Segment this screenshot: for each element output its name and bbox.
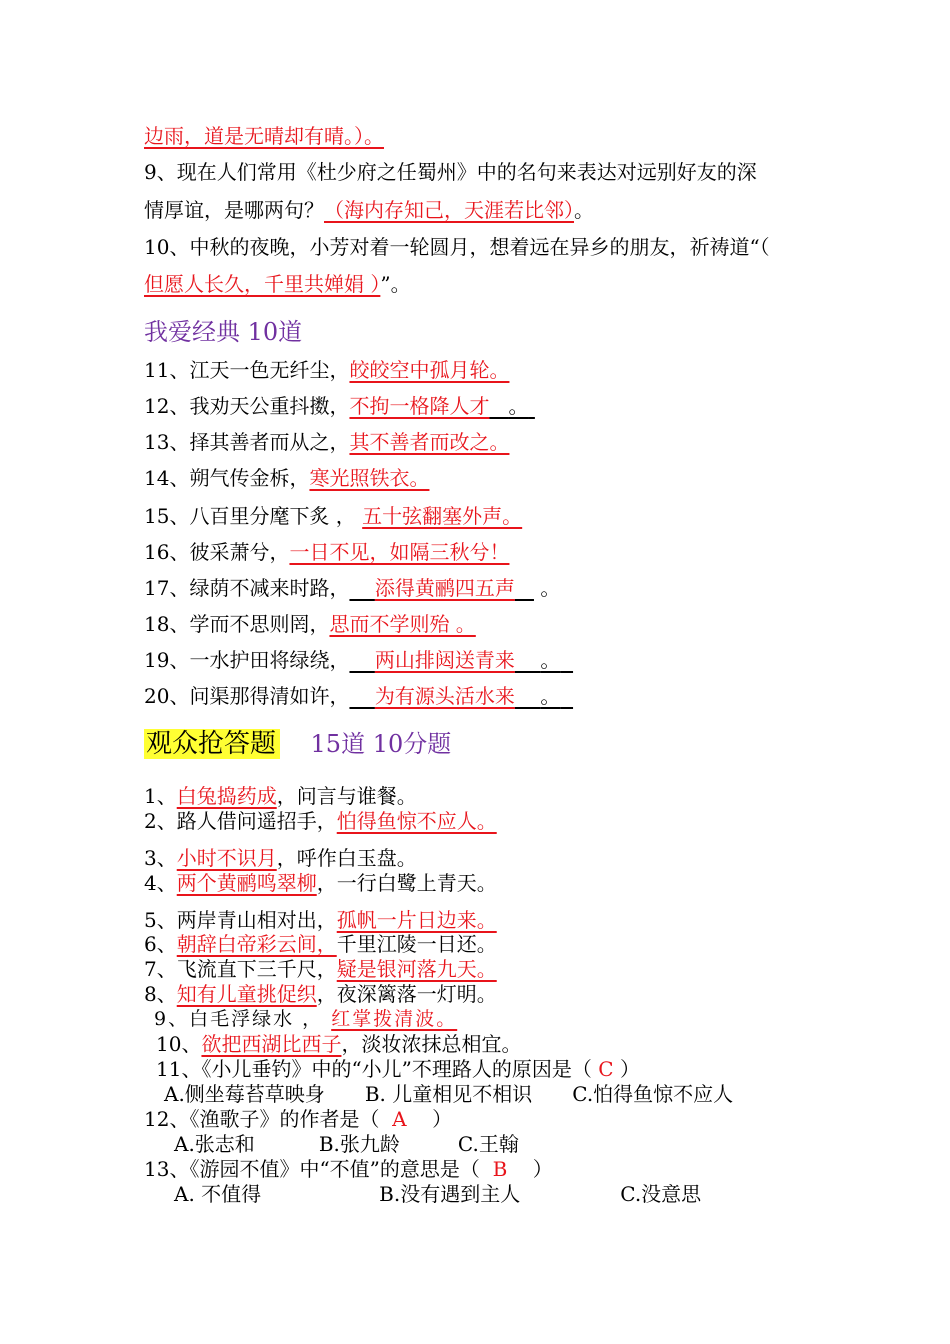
answer-letter: A (392, 1107, 407, 1131)
question-text: ，呼作白玉盘。 (276, 846, 417, 870)
question-end: 。 (574, 198, 594, 222)
question-text: 15、八百里分麾下炙 ， (144, 504, 356, 528)
section-heading-classics: 我爱经典 10道 (144, 318, 303, 346)
mcq-question-13 (144, 1155, 553, 1183)
highlighted-title: 观众抢答题 (144, 729, 280, 759)
list-item (144, 930, 497, 958)
question-text: 16、彼采萧兮， (144, 540, 290, 564)
question-end: ） (532, 1157, 553, 1181)
list-item (144, 610, 476, 638)
question-number: 1、 (144, 784, 177, 808)
list-item (144, 574, 560, 602)
option-b: B.张九龄 (318, 1132, 400, 1156)
blank-tail: 。 (508, 394, 529, 418)
question-9-line2 (144, 196, 594, 224)
answer-text: 疑是银河落九天。 (336, 957, 497, 981)
blank-tail (515, 576, 534, 600)
answer-line-top (144, 122, 384, 150)
question-text: 9、白毛浮绿水 ， (154, 1008, 324, 1030)
answer-text: 五十弦翻塞外声。 (362, 504, 523, 528)
answer-text: 思而不学则殆 。 (329, 612, 476, 636)
question-text: 千里江陵一日还。 (336, 932, 497, 956)
question-text: ，一行白鹭上青天。 (316, 871, 497, 895)
answer-text: 两山排闼送青来 (374, 648, 515, 672)
answer-text: 红掌拨清波。 (331, 1008, 458, 1030)
question-text: 12、我劝天公重抖擞， (144, 394, 350, 418)
question-text: 20、问渠那得清如许， (144, 684, 350, 708)
option-c: C.怕得鱼惊不应人 (572, 1082, 734, 1106)
mcq-options-13 (174, 1180, 701, 1208)
answer-text: 为有源头活水来 (374, 684, 515, 708)
question-text: 18、学而不思则罔， (144, 612, 330, 636)
answer-text: 两个黄鹂鸣翠柳 (176, 871, 317, 895)
answer-letter: C (598, 1057, 614, 1081)
list-item (144, 392, 535, 420)
question-9-line1 (144, 158, 757, 186)
answer-text: 欲把西湖比西子 (201, 1032, 342, 1056)
question-10-line1 (144, 233, 770, 261)
option-a: A.侧坐莓苔草映身 (164, 1082, 325, 1106)
list-item (144, 682, 573, 710)
list-item (144, 844, 417, 872)
answer-text: 知有儿童挑促织 (176, 982, 317, 1006)
question-text: 11、江天一色无纤尘， (144, 358, 350, 382)
question-text: 5、两岸青山相对出， (144, 908, 337, 932)
answer-text: 寒光照铁衣。 (309, 466, 430, 490)
list-item (144, 955, 497, 983)
question-10-line2 (144, 270, 411, 298)
question-number: 3、 (144, 846, 177, 870)
list-item (144, 356, 509, 384)
question-number: 10、 (156, 1032, 202, 1056)
answer-text: 但愿人长久，千里共婵娟 ） (144, 272, 381, 296)
blank-lead (349, 648, 374, 672)
question-end: ） (432, 1107, 453, 1131)
question-text: 2、路人借问遥招手， (144, 809, 337, 833)
question-text: 9、现在人们常用《杜少府之任蜀州》中的名句来表达对远别好友的深 (144, 160, 757, 184)
answer-text: 孤帆一片日边来。 (336, 908, 497, 932)
answer-text: 皎皎空中孤月轮。 (349, 358, 510, 382)
answer-text: 边雨，道是无晴却有晴。）。 (144, 124, 384, 148)
list-item (144, 538, 509, 566)
list-item (144, 502, 522, 530)
answer-text: 一日不见，如隔三秋兮！ (289, 540, 510, 564)
mcq-options-11 (164, 1080, 733, 1108)
question-text: 13、《游园不值》中“不值”的意思是（ (144, 1157, 480, 1181)
list-item (144, 428, 509, 456)
blank-tail: 。 (540, 684, 561, 708)
list-item (144, 869, 497, 897)
blank-lead (349, 684, 374, 708)
mcq-question-12 (144, 1105, 452, 1133)
heading-subtitle: 15道 10分题 (310, 730, 452, 758)
question-text: ，问言与谁餐。 (276, 784, 417, 808)
answer-letter: B (492, 1157, 508, 1181)
list-item (144, 646, 573, 674)
list-item (144, 807, 497, 835)
question-end: ） (619, 1057, 640, 1081)
option-a: A. 不值得 (174, 1182, 262, 1206)
list-item (144, 980, 497, 1008)
question-end: 。 (540, 576, 561, 600)
list-item (144, 464, 429, 492)
option-b: B.没有遇到主人 (379, 1182, 521, 1206)
question-text: 12、《渔歌子》的作者是（ (144, 1107, 380, 1131)
answer-text: （海内存知己，天涯若比邻） (324, 198, 574, 222)
question-number: 4、 (144, 871, 177, 895)
list-item (154, 1005, 457, 1033)
question-text: 10、中秋的夜晚，小芳对着一轮圆月，想着远在异乡的朋友，祈祷道“（ (144, 235, 770, 259)
option-a: A.张志和 (174, 1132, 255, 1156)
question-text: 7、飞流直下三千尺， (144, 957, 337, 981)
question-number: 6、 (144, 932, 177, 956)
answer-text: 白兔捣药成 (176, 784, 277, 808)
option-b: B. 儿童相见不相识 (364, 1082, 533, 1106)
question-text: 19、一水护田将绿绕， (144, 648, 350, 672)
question-text: ，夜深篱落一灯明。 (316, 982, 497, 1006)
option-c: C.王翰 (457, 1132, 519, 1156)
answer-text: 不拘一格降人才 (349, 394, 490, 418)
question-text: 情厚谊，是哪两句？ (144, 198, 324, 222)
section-heading-audience (144, 728, 451, 760)
mcq-options-12 (174, 1130, 519, 1158)
question-text: ，淡妆浓抹总相宜。 (341, 1032, 522, 1056)
list-item (144, 782, 417, 810)
question-number: 8、 (144, 982, 177, 1006)
question-end: ”。 (380, 272, 411, 296)
mcq-question-11 (156, 1055, 640, 1083)
answer-text: 怕得鱼惊不应人。 (336, 809, 497, 833)
question-text: 14、朔气传金柝， (144, 466, 310, 490)
question-text: 17、绿荫不减来时路， (144, 576, 350, 600)
answer-text: 朝辞白帝彩云间， (176, 932, 337, 956)
blank-tail: 。 (540, 648, 561, 672)
answer-text: 小时不识月 (176, 846, 277, 870)
list-item (156, 1030, 521, 1058)
answer-text: 其不善者而改之。 (349, 430, 510, 454)
question-text: 13、择其善者而从之， (144, 430, 350, 454)
answer-text: 添得黄鹂四五声 (374, 576, 515, 600)
option-c: C.没意思 (620, 1182, 702, 1206)
blank-lead (349, 576, 374, 600)
question-text: 11、《小儿垂钓》中的“小儿”不理路人的原因是（ (156, 1057, 592, 1081)
